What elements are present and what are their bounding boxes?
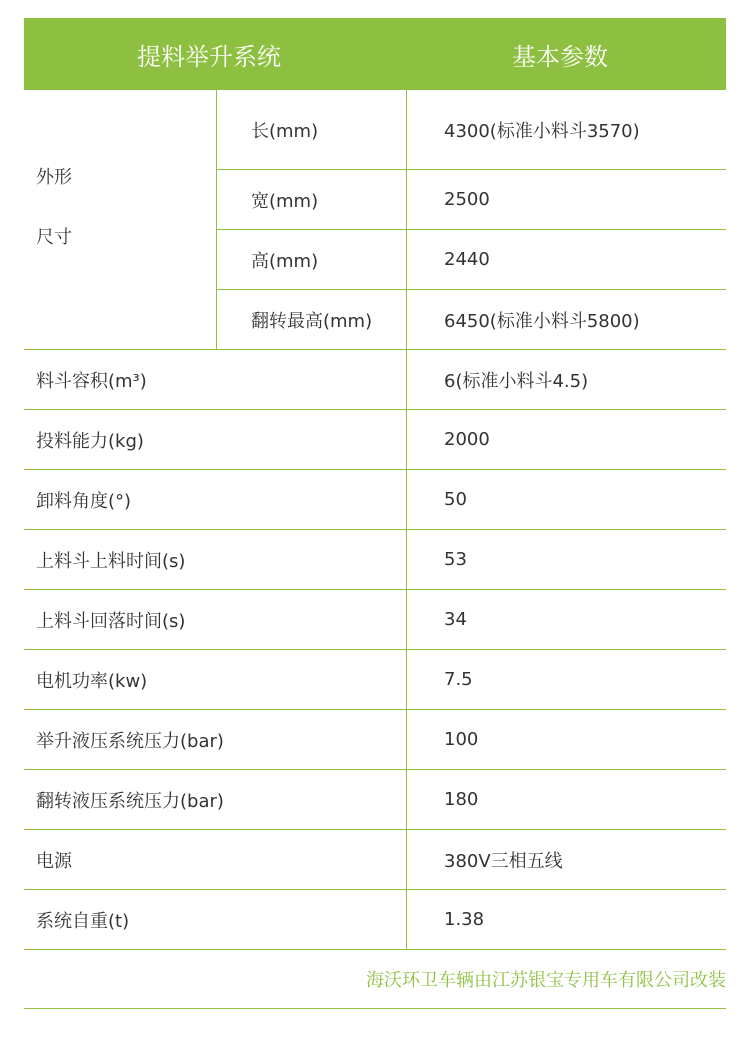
dimension-group-line2: 尺寸 <box>36 226 72 248</box>
header-params: 基本参数 <box>512 42 608 71</box>
footer-note: 海沃环卫车辆由江苏银宝专用车有限公司改装 <box>24 949 726 1009</box>
table-row <box>24 530 726 590</box>
param-label: 举升液压系统压力(bar) <box>24 710 407 770</box>
spec-table <box>24 90 726 950</box>
param-label: 料斗容积(m³) <box>24 350 407 410</box>
param-label: 卸料角度(°) <box>24 470 407 530</box>
dimension-group-label <box>36 148 216 268</box>
table-row <box>24 710 726 770</box>
dimension-label: 长(mm) <box>217 90 407 170</box>
param-value: 7.5 <box>407 650 727 710</box>
dimension-value: 6450(标准小料斗5800) <box>407 290 727 350</box>
header-system: 提料举升系统 <box>137 42 281 71</box>
dimension-group-cell <box>24 90 217 350</box>
param-label: 电机功率(kw) <box>24 650 407 710</box>
dimension-label: 高(mm) <box>217 230 407 290</box>
table-row <box>24 350 726 410</box>
param-label: 电源 <box>24 830 407 890</box>
dimension-value: 4300(标准小料斗3570) <box>407 90 727 170</box>
param-label: 翻转液压系统压力(bar) <box>24 770 407 830</box>
table-row <box>24 890 726 950</box>
param-value: 50 <box>407 470 727 530</box>
table-row <box>24 590 726 650</box>
dimension-label: 翻转最高(mm) <box>217 290 407 350</box>
param-label: 上料斗上料时间(s) <box>24 530 407 590</box>
param-value: 34 <box>407 590 727 650</box>
param-value: 2000 <box>407 410 727 470</box>
param-value: 180 <box>407 770 727 830</box>
param-label: 上料斗回落时间(s) <box>24 590 407 650</box>
table-header <box>24 18 726 90</box>
table-row <box>24 830 726 890</box>
table-row <box>24 90 726 170</box>
param-label: 系统自重(t) <box>24 890 407 950</box>
param-value: 1.38 <box>407 890 727 950</box>
dimension-label: 宽(mm) <box>217 170 407 230</box>
dimension-group-line1: 外形 <box>36 166 72 188</box>
param-value: 380V三相五线 <box>407 830 727 890</box>
param-value: 100 <box>407 710 727 770</box>
param-value: 6(标准小料斗4.5) <box>407 350 727 410</box>
table-row <box>24 650 726 710</box>
table-row <box>24 470 726 530</box>
dimension-value: 2500 <box>407 170 727 230</box>
dimension-value: 2440 <box>407 230 727 290</box>
table-row <box>24 410 726 470</box>
param-value: 53 <box>407 530 727 590</box>
param-label: 投料能力(kg) <box>24 410 407 470</box>
table-row <box>24 770 726 830</box>
